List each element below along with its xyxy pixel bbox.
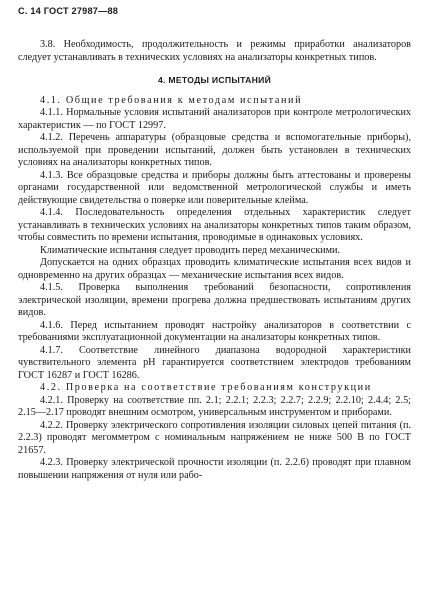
paragraph-4-2-heading: 4.2. Проверка на соответствие требованиям конструкции: [40, 382, 372, 393]
paragraph-4-2-2: 4.2.2. Проверку электрического сопротивления изоляции силовых цепей питания (п. 2.2.3) проводят мегомметром с номинальным напряжением не ниже 500 В по ГОСТ 21657.: [18, 419, 411, 456]
paragraph-3-8: 3.8. Необходимость, продолжительность и режимы приработки анализаторов следует устанавливать в технических условиях на анализаторы конкретных типов.: [18, 39, 411, 63]
paragraph-4-1-heading: 4.1. Общие требования к методам испытаний: [40, 94, 303, 106]
body-text: [18, 39, 411, 482]
running-head: С. 14 ГОСТ 27987—88: [18, 6, 119, 16]
paragraph-climatic: Климатические испытания следует проводить перед механическими.: [40, 244, 341, 256]
paragraph-allowed: Допускается на одних образцах проводить климатические испытания всех видов и одновременно на других образцах — механические испытания всех видов.: [18, 257, 411, 281]
paragraph-4-1-6: 4.1.6. Перед испытанием проводят настройку анализаторов в соответствии с требованиями эксплуатационной документации на анализаторы конкретных типов.: [18, 319, 411, 343]
paragraph-4-2-3: 4.2.3. Проверку электрической прочности изоляции (п. 2.2.6) проводят при плавном повышении напряжения от нуля или рабо-: [18, 457, 411, 481]
paragraph-4-1-2: 4.1.2. Перечень аппаратуры (образцовые средства и вспомогательные приборы), используемой при проведении испытаний, должен быть установлен в технических условиях на анализаторы конкретных типов.: [18, 132, 411, 168]
paragraph-4-1-1: 4.1.1. Нормальные условия испытаний анализаторов при контроле метрологических характеристик — по ГОСТ 12997.: [18, 107, 411, 131]
paragraph-4-2-1: 4.2.1. Проверку на соответствие пп. 2.1; 2.2.1; 2.2.3; 2.2.7; 2.2.9; 2.2.10; 2.4.4; 2.5; 2.15—2.17 проводят внешним осмотром, универсальным инструментом и приборами.: [18, 394, 411, 418]
paragraph-4-1-7: 4.1.7. Соответствие линейного диапазона водородной характеристики чувствительного элемента pH гарантируется соответствием электродов требованиям ГОСТ 16287 и ГОСТ 16286.: [18, 344, 411, 381]
section-title: 4. МЕТОДЫ ИСПЫТАНИЙ: [157, 75, 272, 85]
paragraph-4-1-5: 4.1.5. Проверка выполнения требований безопасности, сопротивления электрической изоляции, времени прогрева должна предшествовать испытаниям других видов.: [18, 282, 411, 318]
paragraph-4-1-3: 4.1.3. Все образцовые средства и приборы должны быть аттестованы и проверены органами государственной или ведомственной метрологической службы и иметь действующие свидетельства о поверке или поверительные клейма.: [18, 169, 411, 206]
paragraph-4-1-4: 4.1.4. Последовательность определения отдельных характеристик следует устанавливать в технических условиях на анализаторы конкретных типов таким образом, чтобы совместить по времени испытания, проводимые в одинаковых условиях.: [18, 207, 411, 243]
